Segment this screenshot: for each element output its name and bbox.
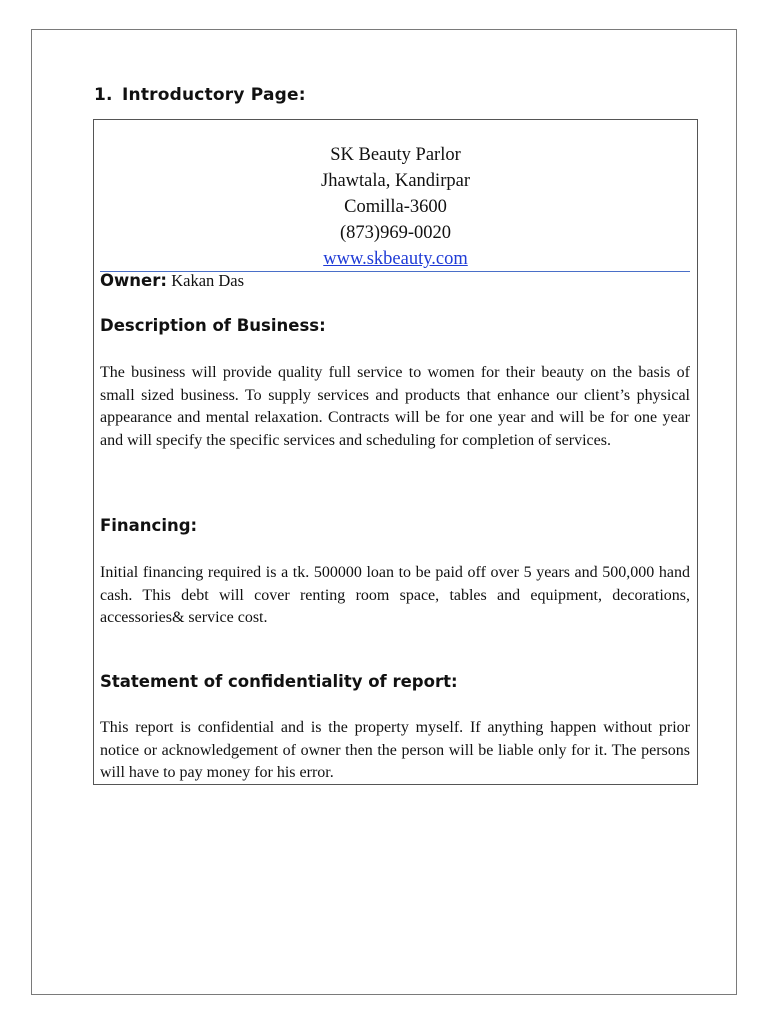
company-address-line2: Comilla-3600 [344, 197, 447, 217]
company-header [94, 142, 697, 272]
company-address-line1: Jhawtala, Kandirpar [321, 171, 470, 191]
company-phone: (873)969-0020 [340, 223, 451, 243]
confidentiality-text: This report is confidential and is the property myself. If anything happen without prior notice or acknowledgement of owner then the person will be liable only for it. The persons will have to pay money for his error. [100, 719, 690, 781]
confidentiality-heading: Statement of confidentiality of report: [100, 672, 458, 691]
financing-text: Initial financing required is a tk. 500000 loan to be paid off over 5 years and 500,000 hand cash. This debt will cover renting room space, tables and equipment, decorations, accessories& service cost. [100, 564, 690, 626]
company-website-link[interactable]: www.skbeauty.com [323, 249, 468, 269]
owner-label: Owner: [100, 271, 167, 290]
company-name: SK Beauty Parlor [330, 145, 461, 165]
financing-heading: Financing: [100, 516, 198, 535]
section-number: 1. [94, 85, 113, 105]
content-box [93, 119, 698, 785]
section-heading [94, 85, 306, 105]
section-title: Introductory Page: [122, 85, 306, 105]
description-text: The business will provide quality full service to women for their beauty on the basis of small sized business. To supply services and products that enhance our client’s physical appearance and mental relaxation. Contracts will be for one year and will be for one year and will specify the specific services and scheduling for completion of services. [100, 364, 690, 449]
owner-line [100, 271, 244, 291]
description-heading: Description of Business: [100, 316, 326, 335]
owner-name: Kakan Das [171, 271, 245, 290]
